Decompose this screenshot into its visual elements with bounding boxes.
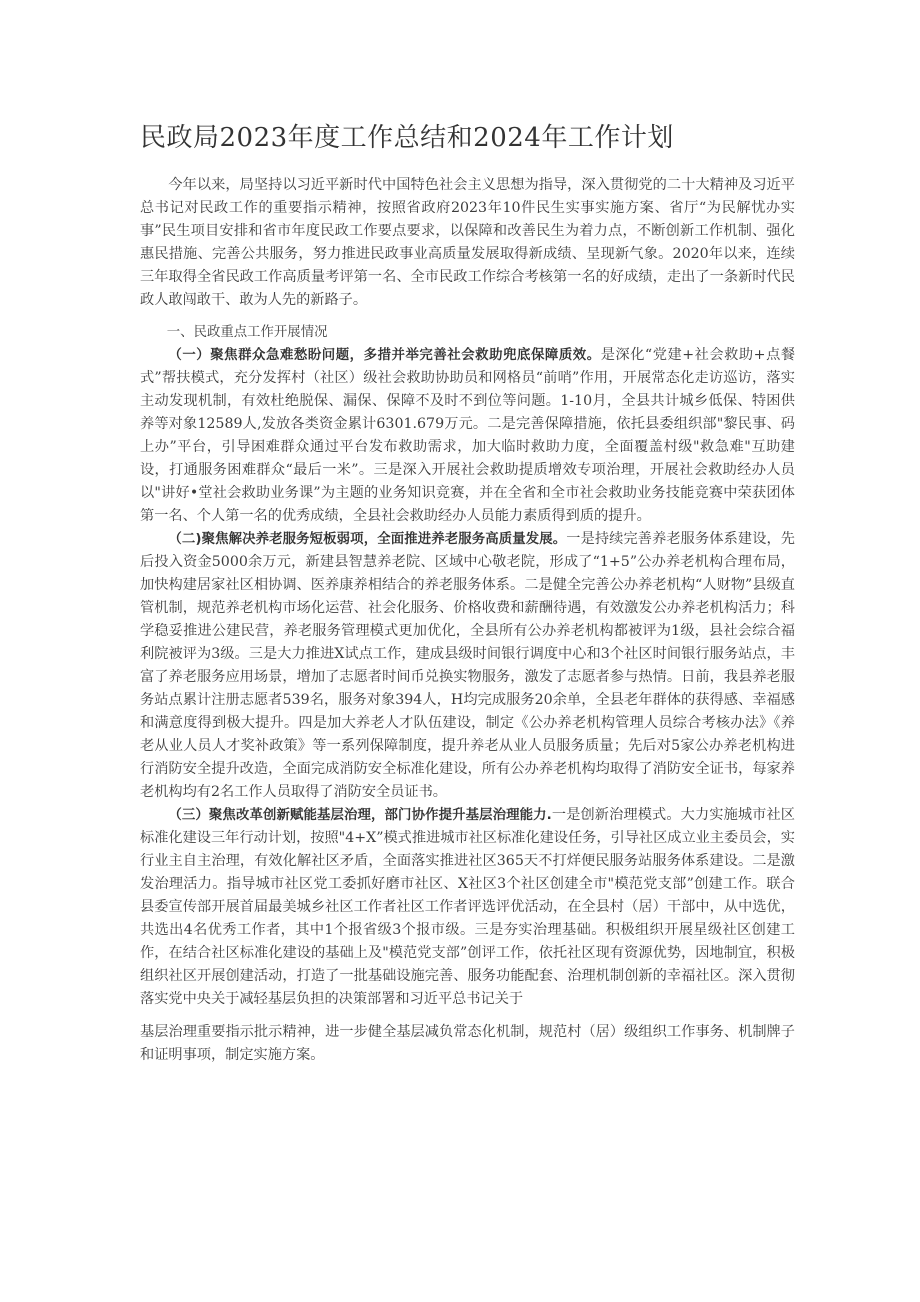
item-body-3: 一是创新治理模式。大力实施城市社区标准化建设三年行动计划，按照"4+X”模式推进城市社区标准化建设任务，引导社区成立业主委员会，实行业主自主治理，有效化解社区矛盾，全面落实推进社区365天不打烊便民服务站服务体系建设。二是激发治理活力。指导城市社区党工委抓好磨市社区、X社区3个社区创建全市"模范党支部”创建工作。联合县委宣传部开展首届最美城乡社区工作者社区工作者评选评优活动，在全县村（居）干部中，从中选优，共选出4名优秀工作者，其中1个报省级3个报市级。三是夯实治理基础。积极组织开展星级社区创建工作，在结合社区标准化建设的基础上及"模范党支部”创评工作，依托社区现有资源优势，因地制宜，积极组织社区开展创建活动，打造了一批基础设施完善、服务功能配套、治理机制创新的幸福社区。深入贯彻落实党中央关于减轻基层负担的决策部署和习近平总书记关于 bbox=[140, 807, 795, 1007]
item-paragraph-2 bbox=[140, 528, 795, 804]
section-heading: 一、民政重点工作开展情况 bbox=[166, 325, 328, 340]
item-lead-1: （一）聚焦群众急难愁盼问题，多措并举完善社会救助兜底保障质效。 bbox=[168, 348, 601, 363]
document-page bbox=[140, 0, 795, 1067]
item-body-1: 是深化“党建+社会救助+点餐式”帮扶模式，充分发挥村（社区）级社会救助协助员和网格员“前哨”作用，开展常态化走访巡访，落实主动发现机制，有效杜绝脱保、漏保、保障不及时不到位等问题。1-10月，全县共计城乡低保、特困供养等对象12589人,发放各类资金累计6301.679万元。二是完善保障措施，依托县委组织部"黎民事、码上办”平台，引导困难群众通过平台发布救助需求，加大临时救助力度，全面覆盖村级"救急难"互助建设，打通服务困难群众“最后一米”。三是深入开展社会救助提质增效专项治理，开展社会救助经办人员以"讲好•堂社会救助业务课”为主题的业务知识竞赛，并在全省和全市社会救助业务技能竞赛中荣获团体第一名、个人第一名的优秀成绩，全县社会救助经办人员能力素质得到质的提升。 bbox=[140, 347, 796, 524]
item-body-2: 一是持续完善养老服务体系建设，先后投入资金5000余万元，新建县智慧养老院、区域中心敬老院，形成了“1+5”公办养老机构合理布局，加快构建居家社区相协调、医养康养相结合的养老服务体系。二是健全完善公办养老机构“人财物”县级直管机制，规范养老机构市场化运营、社会化服务、价格收费和薪酬待遇，有效激发公办养老机构活力；科学稳妥推进公建民营，养老服务管理模式更加优化，全县所有公办养老机构都被评为1级，县社会综合福利院被评为3级。三是大力推进X试点工作，建成县级时间银行调度中心和3个社区时间银行服务站点，丰富了养老服务应用场景，增加了志愿者时间币兑换实物服务，激发了志愿者参与热情。日前，我县养老服务站点累计注册志愿者539名，服务对象394人，H均完成服务20余单，全县老年群体的获得感、幸福感和满意度得到极大提升。四是加大养老人才队伍建设，制定《公办养老机构管理人员综合考核办法》《养老从业人员人才奖补政策》等一系列保障制度，提升养老从业人员服务质量；先后对5家公办养老机构进行消防安全提升改造，全面完成消防安全标准化建设，所有公办养老机构均取得了消防安全证书，每家养老机构均有2名工作人员取得了消防安全员证书。 bbox=[140, 531, 795, 800]
item-paragraph-3 bbox=[140, 804, 795, 1011]
intro-paragraph: 今年以来，局坚持以习近平新时代中国特色社会主义思想为指导，深入贯彻党的二十大精神及习近平总书记对民政工作的重要指示精神，按照省政府2023年10件民生实事实施方案、省厅“为民解忧办实事”民生项目安排和省市年度民政工作要点要求，以保障和改善民生为着力点，不断创新工作机制、强化惠民措施、完善公共服务，努力推进民政事业高质量发展取得新成绩、呈现新气象。2020年以来，连续三年取得全省民政工作高质量考评第一名、全市民政工作综合考核第一名的好成绩，走出了一条新时代民政人敢闯敢干、敢为人先的新路子。 bbox=[140, 177, 795, 308]
item-lead-3: （三）聚焦改革创新赋能基层治理，部门协作提升基层治理能力. bbox=[168, 808, 552, 823]
continuation-paragraph: 基层治理重要指示批示精神，进一步健全基层减负常态化机制，规范村（居）级组织工作事务、机制牌子和证明事项，制定实施方案。 bbox=[140, 1024, 795, 1063]
document-title: 民政局2023年度工作总结和2024年工作计划 bbox=[140, 123, 674, 153]
item-lead-2: （二)聚焦解决养老服务短板弱项，全面推进养老服务高质量发展。 bbox=[168, 532, 567, 547]
item-paragraph-1 bbox=[140, 344, 795, 528]
